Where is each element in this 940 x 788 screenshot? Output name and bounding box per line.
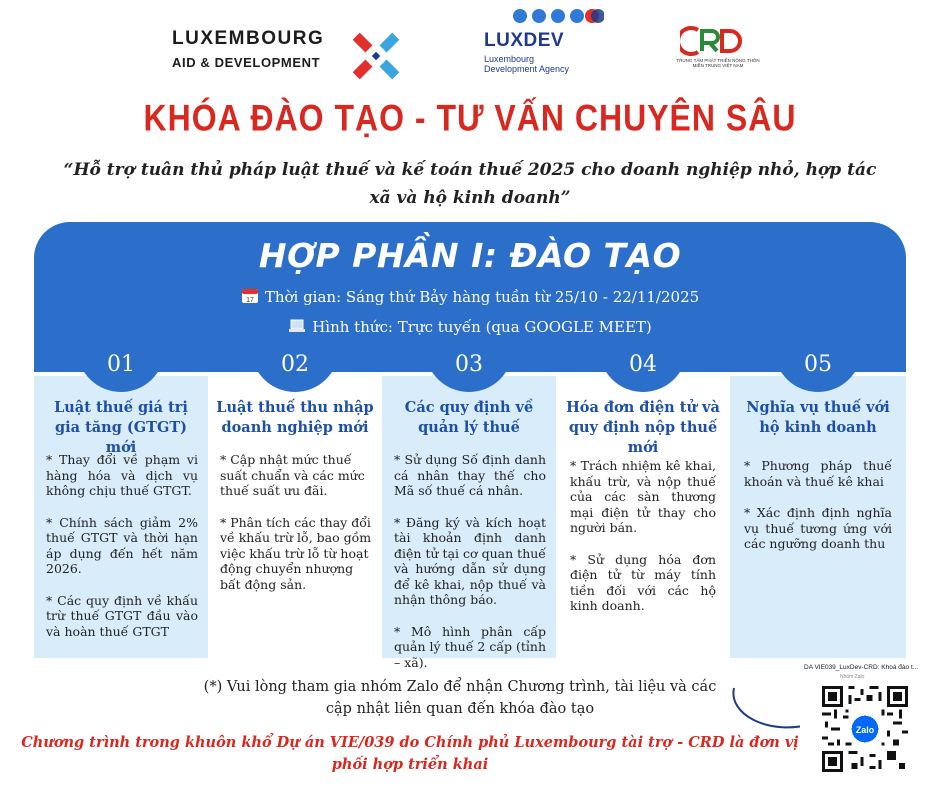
topic-item: * Mô hình phân cấp quản lý thuế 2 cấp (tỉnh – xã). <box>394 623 546 670</box>
topic-item: * Thay đổi về phạm vi hàng hóa và dịch vụ không chịu thuế GTGT. <box>46 452 198 498</box>
crd-logo-mark-icon <box>680 24 752 58</box>
luxdev-title: LUXDEV <box>484 30 565 51</box>
luxembourg-cross-icon <box>344 24 408 88</box>
topic-title: Luật thuế thu nhập doanh nghiệp mới <box>216 399 374 436</box>
luxdev-subtitle-line-2: Development Agency <box>484 64 570 74</box>
topic-body <box>46 452 198 655</box>
section-title: HỢP PHẦN I: ĐÀO TẠO <box>258 236 682 275</box>
luxembourg-logo-subtitle: AID & DEVELOPMENT <box>172 55 321 70</box>
zalo-qr-code[interactable] <box>822 686 908 772</box>
topic-item: * Trách nhiệm kê khai, khấu trừ, và nộp thuế của các sàn thương mại điện tử thay cho người bán. <box>570 458 716 535</box>
luxdev-logo <box>484 8 614 74</box>
topic-number: 02 <box>251 348 339 392</box>
topic-column-02 <box>208 352 382 658</box>
topic-title: Luật thuế giá trị gia tăng (GTGT) mới <box>54 399 188 456</box>
zalo-qr-card[interactable] <box>800 660 936 782</box>
laptop-icon <box>288 318 306 334</box>
luxdev-dots-icon <box>512 8 604 24</box>
topic-body <box>220 452 372 608</box>
topic-item: * Các quy định về khấu trừ thuế GTGT đầu vào và hoàn thuế GTGT <box>46 592 198 639</box>
topic-column-04 <box>556 352 730 658</box>
qr-caption: DA VIE039_LuxDev-CRD: Khoá đào t... <box>804 664 919 671</box>
luxembourg-logo-title: LUXEMBOURG <box>172 28 325 49</box>
qr-center-label: Zalo <box>855 724 875 735</box>
topic-body <box>570 458 716 630</box>
qr-subcaption: Nhóm Zalo <box>840 674 865 680</box>
topic-number: 01 <box>77 348 165 392</box>
topic-number: 04 <box>599 348 687 392</box>
topic-column-03 <box>382 352 556 670</box>
topic-item: * Cập nhật mức thuế suất chuẩn và các mức thuế suất ưu đãi. <box>220 452 365 498</box>
section-format: Hình thức: Trực tuyến (qua GOOGLE MEET) <box>312 318 652 336</box>
section-time: Thời gian: Sáng thứ Bảy hàng tuần từ 25/10 - 22/11/2025 <box>264 288 700 306</box>
topic-column-01 <box>34 352 208 658</box>
crd-logo <box>676 24 760 76</box>
topic-item: * Phương pháp thuế khoán và thuế kê khai <box>744 458 892 489</box>
section-format-line <box>34 318 906 336</box>
topic-column-05 <box>730 352 906 658</box>
zalo-note: (*) Vui lòng tham gia nhóm Zalo để nhận Chương trình, tài liệu và các cập nhật liên quan đến khóa đào tạo <box>203 679 717 717</box>
calendar-day: 17 <box>245 297 254 304</box>
luxdev-subtitle-line-1: Luxembourg <box>484 54 535 64</box>
calendar-icon <box>241 288 259 304</box>
topic-title: Hóa đơn điện tử và quy định nộp thuế mới <box>566 399 720 456</box>
topic-title: Các quy định về quản lý thuế <box>404 399 534 436</box>
sponsor-text: Chương trình trong khuôn khổ Dự án VIE/039 do Chính phủ Luxembourg tài trợ - CRD là đơn vị phối hợp triển khai <box>21 734 799 773</box>
topic-item: * Phân tích các thay đổi về khấu trừ lỗ, bao gồm việc khấu trừ lỗ từ hoạt động chuyển nhượng bất động sản. <box>220 514 372 592</box>
topic-body <box>394 452 546 686</box>
topic-title: Nghĩa vụ thuế với hộ kinh doanh <box>746 399 890 436</box>
topic-number: 05 <box>774 348 862 392</box>
course-title: KHÓA ĐÀO TẠO - TƯ VẤN CHUYÊN SÂU <box>143 97 797 139</box>
topic-item: * Sử dụng hóa đơn điện tử từ máy tính tiền đối với các hộ kinh doanh. <box>570 551 716 613</box>
crd-logo-subtitle: TRUNG TÂM PHÁT TRIỂN NÔNG THÔN MIỀN TRUNG VIỆT NAM <box>676 58 760 68</box>
topic-item: * Đăng ký và kích hoạt tài khoản định danh điện tử tại cơ quan thuế và hướng dẫn sử dụng để kê khai, nộp thuế và nhận thông báo. <box>394 514 546 607</box>
section-time-line <box>34 288 906 306</box>
luxdev-subtitle <box>484 54 594 74</box>
luxembourg-aid-logo <box>172 28 412 74</box>
topic-number: 03 <box>425 348 513 392</box>
topic-item: * Chính sách giảm 2% thuế GTGT và thời hạn áp dụng đến hết năm 2026. <box>46 514 198 576</box>
course-subtitle: “Hỗ trợ tuân thủ pháp luật thuế và kế toán thuế 2025 cho doanh nghiệp nhỏ, hợp tác xã và hộ kinh doanh” <box>63 160 877 208</box>
topic-body <box>744 458 892 568</box>
topic-item: * Sử dụng Số định danh cá nhân thay thế cho Mã số thuế cá nhân. <box>394 452 546 498</box>
topic-item: * Xác định định nghĩa vụ thuế tương ứng với các ngưỡng doanh thu <box>744 505 892 551</box>
